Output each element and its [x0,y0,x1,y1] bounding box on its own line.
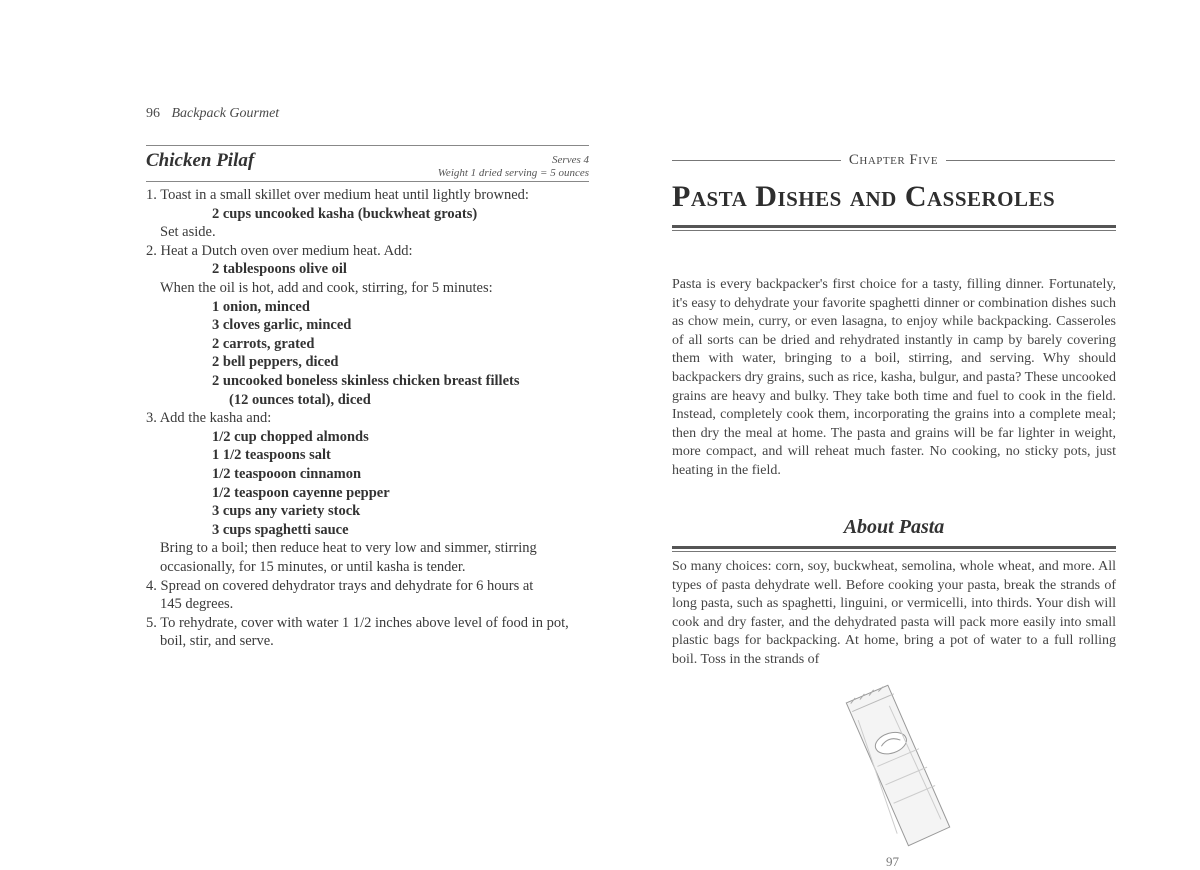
instruction-line: boil, stir, and serve. [160,633,274,650]
pasta-package-illustration [838,680,958,850]
instruction-line: occasionally, for 15 minutes, or until kasha is tender. [160,559,466,575]
ingredient-line: 1 1/2 teaspoons salt [212,447,331,464]
recipe-title: Chicken Pilaf [146,150,255,171]
chapter-rule-left [672,160,841,161]
chapter-title-rule [672,225,1116,231]
ingredient-line: 1/2 cup chopped almonds [212,428,369,445]
section-heading-rule [672,546,1116,552]
running-head [146,106,279,122]
title-rule-bottom [146,181,589,182]
ingredient-line: 1 onion, minced [212,298,310,315]
page-number-left: 96 [146,106,160,121]
intro-paragraph-text: Pasta is every backpacker's first choice for a tasty, filling dinner. Fortunately, it's easy to dehydrate your favorite spaghetti dinner or combination dishes such as chow mein, curry, or even lasagna, to enjoy while backpacking. Casseroles of all sorts can be dried and rehydrated instantly in camp by barely covering them with water, bringing to a boil, stirring, and serving. Why should backpackers dry grains, such as rice, kasha, bulgur, and pasta? These uncooked grains are heavy and bulky. They take both time and fuel to cook in the field. Instead, completely cook them, incorporating the grains into a complete meal; then dry the meal at home. The pasta and grains will be far lighter in weight, more compact, and will reheat much faster. No cooking, no sticky pots, just heating in the field. [672,277,1116,478]
ingredient-line: 2 uncooked boneless skinless chicken breast fillets [212,373,520,389]
book-title: Backpack Gourmet [171,106,280,121]
title-rule-top [146,145,589,146]
chapter-label-text: Chapter Five [848,152,939,168]
chapter-rule-right [946,160,1115,161]
instruction-line: 3. Add the kasha and: [146,410,272,427]
serves-note: Serves 4 [552,154,589,166]
ingredient-line: 1/2 teaspooon cinnamon [212,466,362,482]
instruction-line: 145 degrees. [160,596,234,613]
chapter-label [672,152,1115,169]
intro-paragraph [672,276,1116,481]
section-heading: About Pasta [843,516,945,538]
page-number-right: 97 [886,854,899,869]
ingredient-line: 2 cups uncooked kasha (buckwheat groats) [212,205,478,222]
instruction-line: 2. Heat a Dutch oven over medium heat. Add: [146,242,413,259]
instruction-line: 4. Spread on covered dehydrator trays and dehydrate for 6 hours at [146,577,534,594]
instruction-line: 5. To rehydrate, cover with water 1 1/2 inches above level of food in pot, [146,614,569,631]
chapter-title: Pasta Dishes and Casseroles [672,180,1056,213]
ingredient-line: 3 cloves garlic, minced [212,317,352,334]
ingredient-line: 1/2 teaspoon cayenne pepper [212,484,390,501]
ingredient-line: 2 carrots, grated [212,335,315,352]
ingredient-line: 2 tablespoons olive oil [212,261,347,278]
ingredient-line: (12 ounces total), diced [229,391,371,408]
instruction-line: 1. Toast in a small skillet over medium heat until lightly browned: [146,187,529,203]
instruction-line: Set aside. [160,224,216,241]
instruction-line: Bring to a boil; then reduce heat to very low and simmer, stirring [160,540,537,557]
instruction-line: When the oil is hot, add and cook, stirring, for 5 minutes: [160,280,493,296]
section-paragraph [672,558,1116,670]
ingredient-line: 3 cups spaghetti sauce [212,521,349,538]
ingredient-line: 3 cups any variety stock [212,503,361,520]
section-paragraph-text: So many choices: corn, soy, buckwheat, semolina, whole wheat, and more. All types of pasta dehydrate well. Before cooking your pasta, break the strands of long pasta, such as spaghetti, linguini, or vermicelli, into thirds. Your dish will cook and dry faster, and the dehydrated pasta will pack more easily into small plastic bags for backpacking. At home, bring a pot of water to a full rolling boil. Toss in the strands of [672,559,1116,667]
ingredient-line: 2 bell peppers, diced [212,354,339,371]
weight-note: Weight 1 dried serving = 5 ounces [437,167,589,179]
